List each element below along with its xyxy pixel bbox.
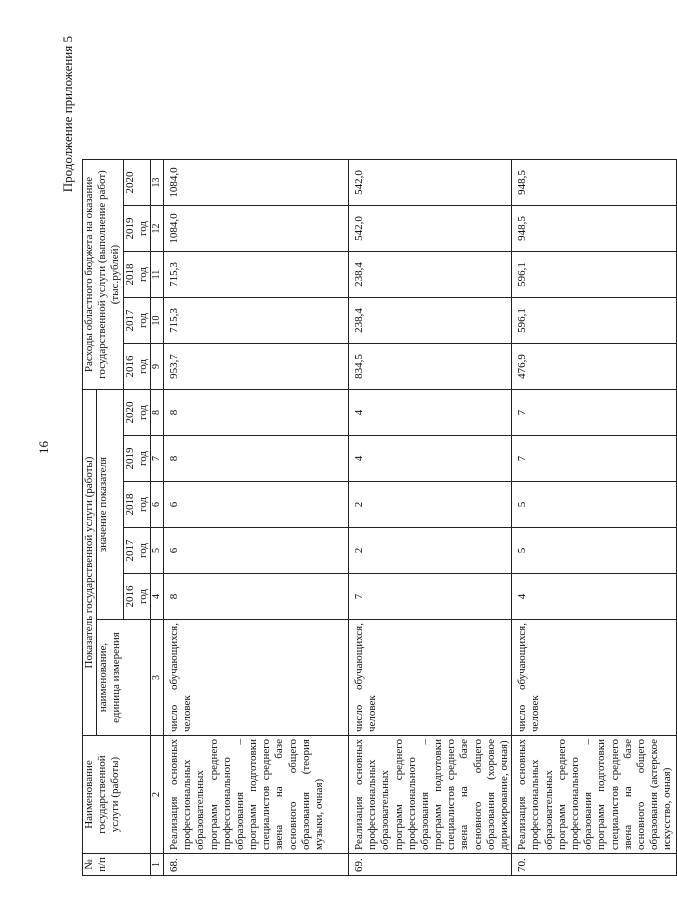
year-header: 2019 год: [123, 436, 150, 482]
service-name: Реализация основных профессиональных образовательных программ среднего профессионального образования – программ подготовки специалистов среднего звена на базе основного общего образования (актерское искусство, очная): [512, 736, 677, 854]
value-cell: 5: [512, 528, 677, 574]
year-header: 2016 год: [123, 574, 150, 620]
year-header: 2018 год: [123, 482, 150, 528]
unit-cell: число обучающихся, человек: [163, 620, 348, 736]
value-cell: 7: [512, 436, 677, 482]
expense-cell: 1084,0: [163, 206, 348, 252]
value-cell: 2: [348, 528, 511, 574]
table-row: [163, 160, 348, 876]
column-number: 12: [150, 206, 163, 252]
expense-year-header: 2018 год: [123, 252, 150, 298]
column-number: 11: [150, 252, 163, 298]
column-number: 13: [150, 160, 163, 206]
header-value: значение показателя: [97, 390, 123, 620]
column-number: 9: [150, 344, 163, 390]
continuation-caption: Продолжение приложения 5: [60, 36, 75, 193]
expense-cell: 948,5: [512, 206, 677, 252]
table-row: [348, 160, 511, 876]
value-cell: 5: [512, 482, 677, 528]
column-number: 4: [150, 574, 163, 620]
value-cell: 8: [163, 574, 348, 620]
unit-cell: число обучающихся, человек: [348, 620, 511, 736]
column-number: 8: [150, 390, 163, 436]
column-number: 1: [150, 854, 163, 876]
expense-cell: 238,4: [348, 298, 511, 344]
expense-cell: 596,1: [512, 298, 677, 344]
column-number: 10: [150, 298, 163, 344]
year-header: 2020 год: [123, 390, 150, 436]
column-number: 2: [150, 736, 163, 854]
header-no: № п/п: [83, 854, 151, 876]
expense-cell: 953,7: [163, 344, 348, 390]
value-cell: 4: [512, 574, 677, 620]
header-indicator: Показатель государственной услуги (работы): [83, 390, 97, 736]
expense-cell: 542,0: [348, 160, 511, 206]
expense-cell: 476,9: [512, 344, 677, 390]
column-number: 6: [150, 482, 163, 528]
page-number: 16: [36, 441, 51, 454]
row-number: 68.: [163, 854, 348, 876]
row-number: 69.: [348, 854, 511, 876]
value-cell: 4: [348, 390, 511, 436]
expense-year-header: 2016 год: [123, 344, 150, 390]
column-number: 5: [150, 528, 163, 574]
unit-cell: число обучающихся, человек: [512, 620, 677, 736]
header-unit: наименование, единица измерения: [97, 620, 151, 736]
header-service-name: Наименование государственной услуги (работы): [83, 736, 151, 854]
value-cell: 4: [348, 436, 511, 482]
header-expenses: Расходы областного бюджета на оказание государственной услуги (выполнение работ) (тыс.рублей): [83, 160, 124, 390]
value-cell: 6: [163, 528, 348, 574]
expense-year-header: 2020: [123, 160, 150, 206]
value-cell: 8: [163, 436, 348, 482]
expense-year-header: 2019 год: [123, 206, 150, 252]
value-cell: 6: [163, 482, 348, 528]
expense-cell: 238,4: [348, 252, 511, 298]
expense-cell: 834,5: [348, 344, 511, 390]
expense-cell: 542,0: [348, 206, 511, 252]
expense-year-header: 2017 год: [123, 298, 150, 344]
expense-cell: 596,1: [512, 252, 677, 298]
table-row: [512, 160, 677, 876]
column-number: 3: [150, 620, 163, 736]
expense-cell: 1084,0: [163, 160, 348, 206]
value-cell: 2: [348, 482, 511, 528]
expense-cell: 948,5: [512, 160, 677, 206]
expense-cell: 715,3: [163, 252, 348, 298]
value-cell: 8: [163, 390, 348, 436]
rotated-sheet: [60, 36, 674, 876]
value-cell: 7: [348, 574, 511, 620]
column-number: 7: [150, 436, 163, 482]
budget-table: [82, 159, 677, 876]
service-name: Реализация основных профессиональных образовательных программ среднего профессионального образования – программ подготовки специалистов среднего звена на базе основного общего образования (теория музыки, очная): [163, 736, 348, 854]
service-name: Реализация основных профессиональных образовательных программ среднего профессионального образования – программ подготовки специалистов среднего звена на базе основного общего образования (хоровое дирижирование, очная): [348, 736, 511, 854]
year-header: 2017 год: [123, 528, 150, 574]
row-number: 70.: [512, 854, 677, 876]
value-cell: 7: [512, 390, 677, 436]
expense-cell: 715,3: [163, 298, 348, 344]
